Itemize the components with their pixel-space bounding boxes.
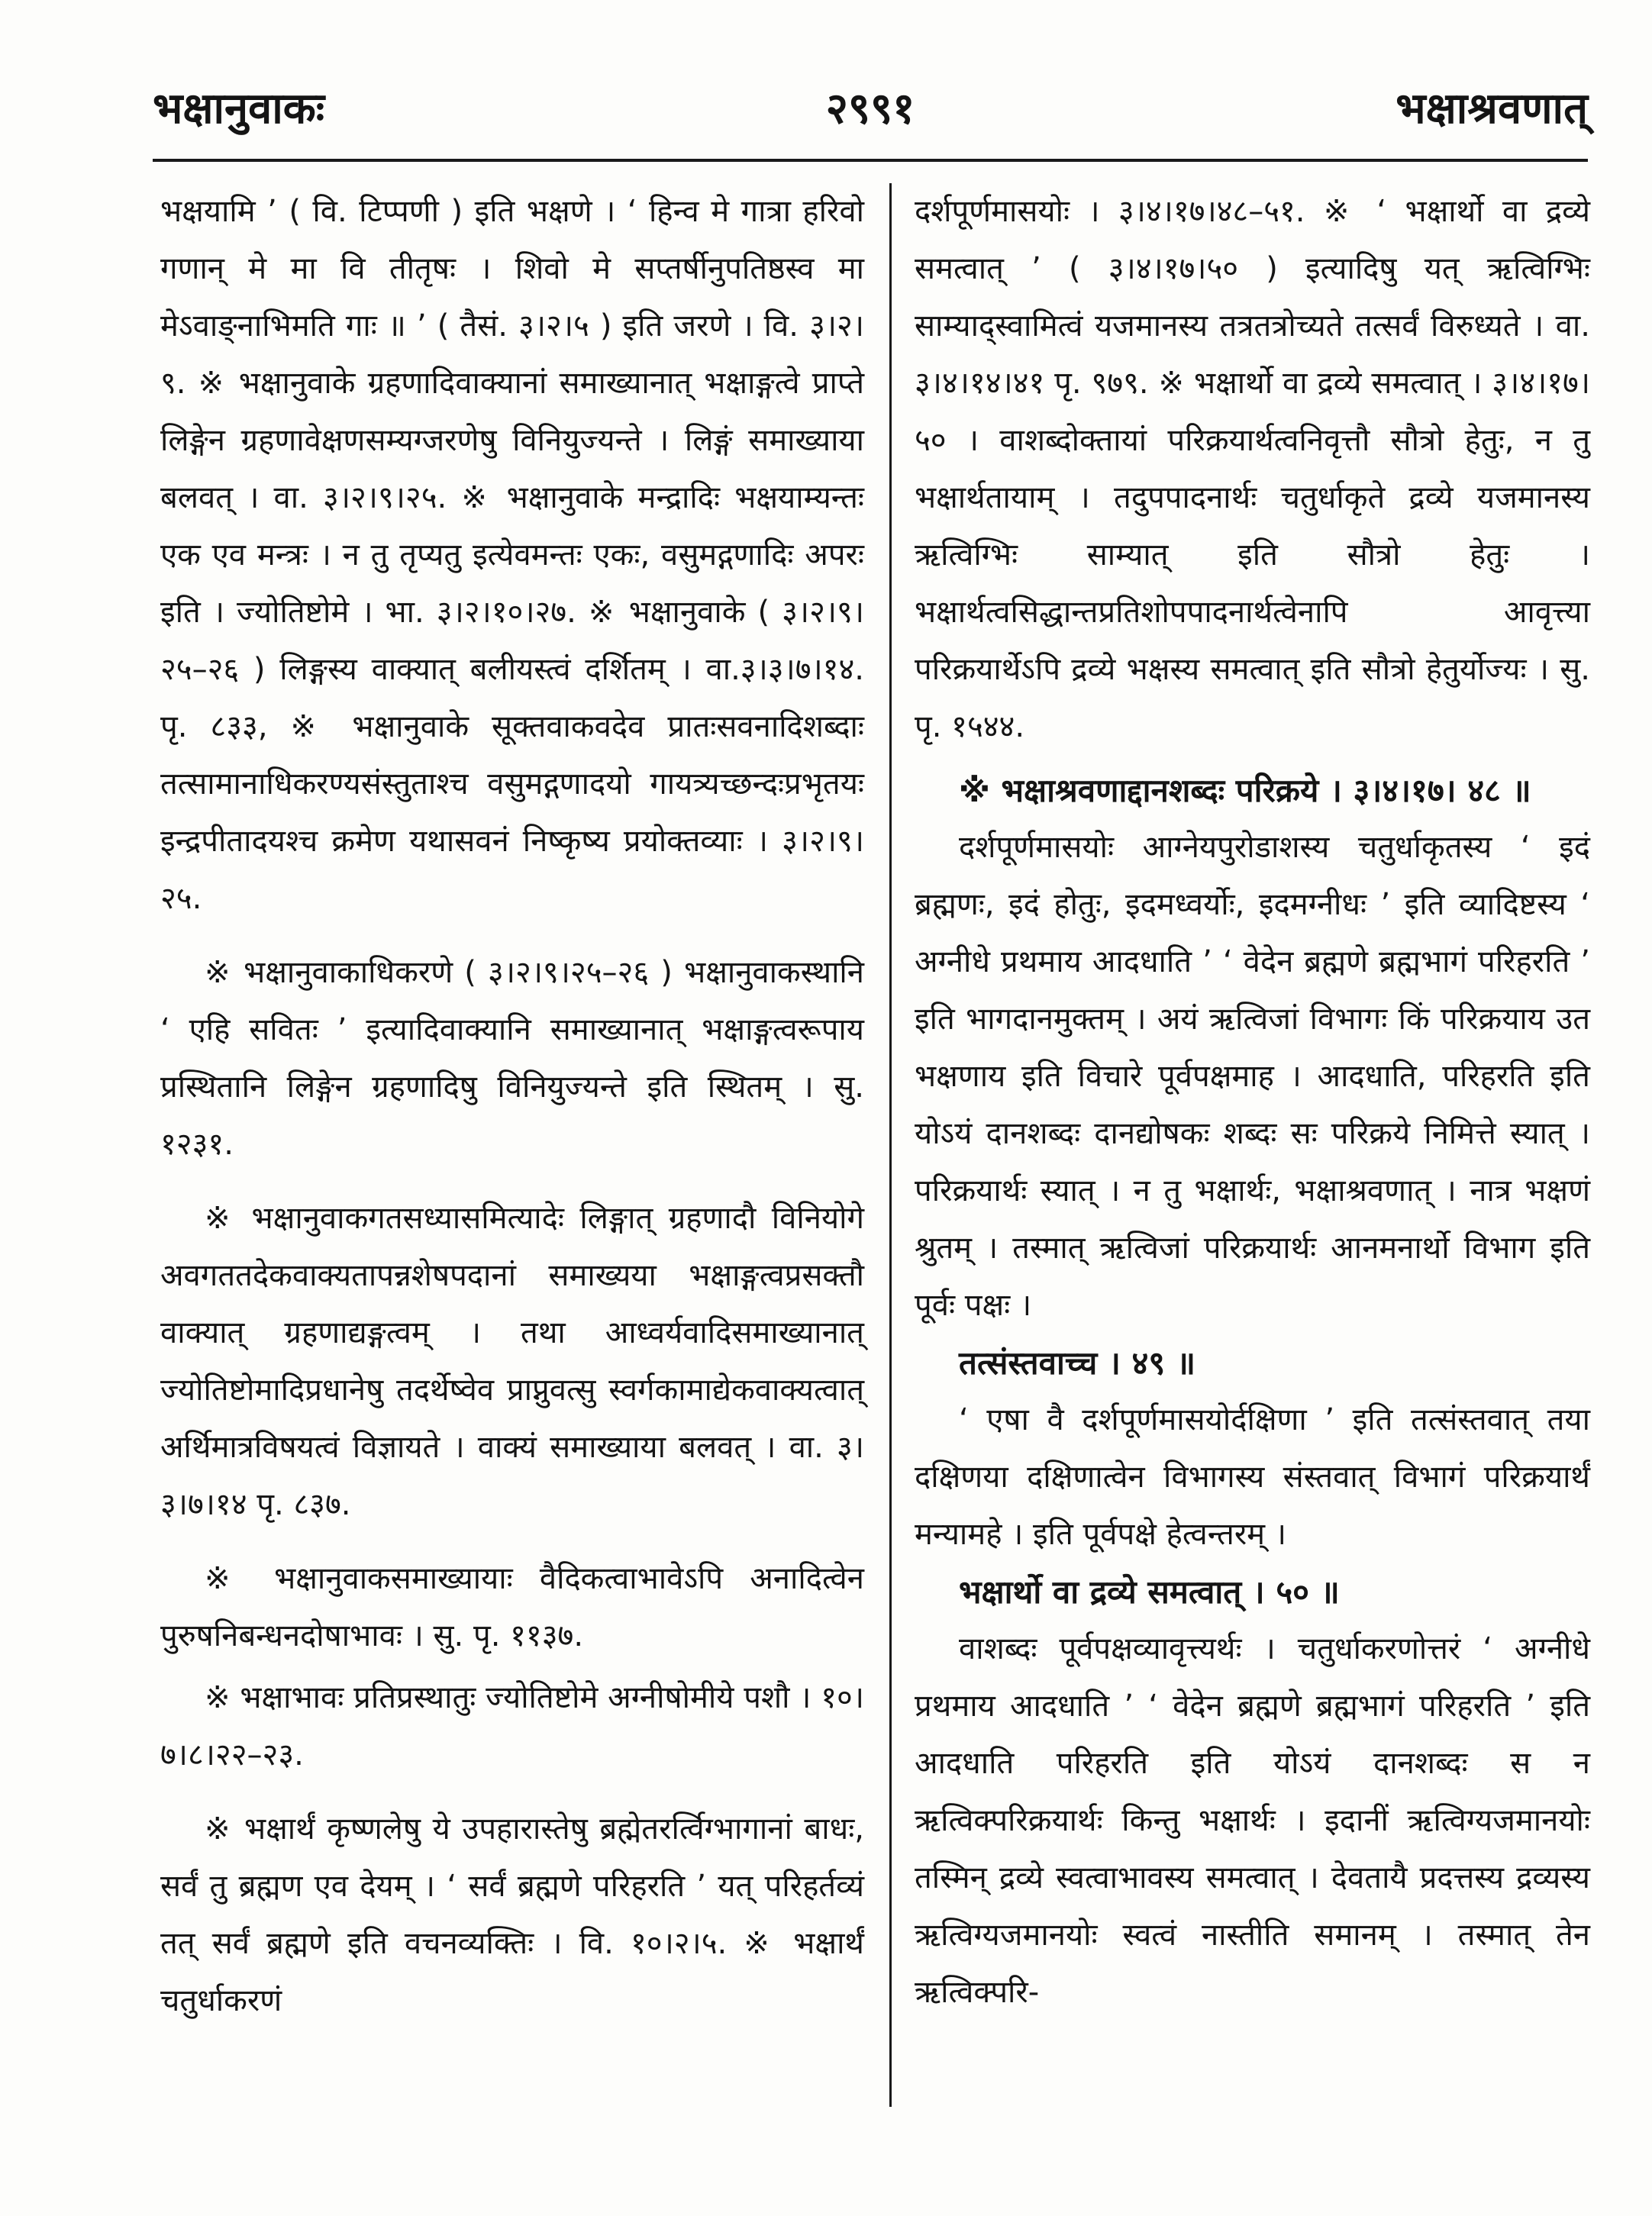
left-paragraph: ※ भक्षार्थं कृष्णलेषु ये उपहारास्तेषु ब्रह्मेतरर्त्विग्भागानां बाधः, सर्वं तु ब्रह्मण एव देयम् । ‘ सर्वं ब्रह्मणे परिहरति ’ यत् परिहर्तव्यं तत् सर्वं ब्रह्मणे इति वचनव्यक्तिः । वि. १०।२।५. ※ भक्षार्थं चतुर्धाकरणं xyxy=(160,1811,864,2018)
commentary-49: ‘ एषा वै दर्शपूर्णमासयोर्दक्षिणा ’ इति तत्संस्तवात् तया दक्षिणया दक्षिणात्वेन विभागस्य संस्तवात् विभागं परिक्रयार्थं मन्यामहे । इति पूर्वपक्षे हेत्वन्तरम् । xyxy=(915,1402,1590,1552)
page-header xyxy=(153,78,1588,151)
sutra-48 xyxy=(915,762,1590,819)
right-intro: दर्शपूर्णमासयोः । ३।४।१७।४८–५१. ※ ‘ भक्षार्थो वा द्रव्ये समत्वात् ’ ( ३।४।१७।५० ) इत्यादिषु यत् ऋत्विग्भिः साम्याद्स्वामित्वं यजमानस्य तत्रतत्रोच्यते तत्सर्वं विरुध्यते । वा. ३।४।१४।४१ पृ. ९७९. ※ भक्षार्थो वा द्रव्ये समत्वात् । ३।४।१७।५० । वाशब्दोक्तायां परिक्रयार्थत्वनिवृत्तौ सौत्रो हेतुः, न तु भक्षार्थतायाम् । तदुपपादनार्थः चतुर्धाकृते द्रव्ये यजमानस्य ऋत्विग्भिः साम्यात् इति सौत्रो हेतुः । भक्षार्थत्वसिद्धान्तप्रतिशोपपादनार्थत्वेनापि आवृत्त्या परिक्रयार्थेऽपि द्रव्ये भक्षस्य समत्वात् इति सौत्रो हेतुर्योज्यः । सु. पृ. १५४४. xyxy=(915,194,1590,744)
sutra-marker-icon: ※ xyxy=(959,772,990,809)
right-column xyxy=(915,183,1590,2021)
running-head-left: भक्षानुवाकः xyxy=(153,84,325,134)
commentary-50: वाशब्दः पूर्वपक्षव्यावृत्त्यर्थः । चतुर्धाकरणोत्तरं ‘ अग्नीधे प्रथमाय आदधाति ’ ‘ वेदेन ब्रह्मणे ब्रह्मभागं परिहरति ’ इति आदधाति परिहरति इति योऽयं दानशब्दः स न ऋत्विक्परिक्रयार्थः किन्तु भक्षार्थः । इदानीं ऋत्विग्यजमानयोः तस्मिन् द्रव्ये स्वत्वाभावस्य समत्वात् । देवतायै प्रदत्तस्य द्रव्यस्य ऋत्विग्यजमानयोः स्वत्वं नास्तीति समानम् । तस्मात् तेन ऋत्विक्परि- xyxy=(915,1631,1590,2010)
sutra-48-text: भक्षाश्रवणाद्दानशब्दः परिक्रये । ३।४।१७। ४८ ॥ xyxy=(1001,772,1531,809)
sutra-49: तत्संस्तवाच्च । ४९ ॥ xyxy=(959,1344,1195,1382)
column-separator xyxy=(889,183,892,2107)
left-paragraph: ※ भक्षानुवाकसमाख्यायाः वैदिकत्वाभावेऽपि अनादित्वेन पुरुषनिबन्धनदोषाभावः । सु. पृ. ११३७. xyxy=(160,1561,864,1653)
sutra-50: भक्षार्थो वा द्रव्ये समत्वात् । ५० ॥ xyxy=(959,1573,1340,1611)
page-number: २९९१ xyxy=(825,84,915,134)
running-head-right: भक्षाश्रवणात् xyxy=(1395,84,1588,134)
left-paragraph: भक्षयामि ’ ( वि. टिप्पणी ) इति भक्षणे । ‘ हिन्व मे गात्रा हरिवो गणान् मे मा वि तीतृषः । शिवो मे सप्तर्षीनुपतिष्ठस्व मा मेऽवाङ्नाभिमति गाः ॥ ’ ( तैसं. ३।२।५ ) इति जरणे । वि. ३।२।९. ※ भक्षानुवाके ग्रहणादिवाक्यानां समाख्यानात् भक्षाङ्गत्वे प्राप्ते लिङ्गेन ग्रहणावेक्षणसम्यग्जरणेषु विनियुज्यन्ते । लिङ्गं समाख्याया बलवत् । वा. ३।२।९।२५. ※ भक्षानुवाके मन्द्रादिः भक्षयाम्यन्तः एक एव मन्त्रः । न तु तृप्यतु इत्येवमन्तः एकः, वसुमद्गणादिः अपरः इति । ज्योतिष्टोमे । भा. ३।२।१०।२७. ※ भक्षानुवाके ( ३।२।९।२५–२६ ) लिङ्गस्य वाक्यात् बलीयस्त्वं दर्शितम् । वा.३।३।७।१४. पृ. ८३३, ※ भक्षानुवाके सूक्तवाकवदेव प्रातःसवनादिशब्दाः तत्सामानाधिकरण्यसंस्तुताश्च वसुमद्गणादयो गायत्र्यच्छन्दःप्रभृतयः इन्द्रपीतादयश्च क्रमेण यथासवनं निष्कृष्य प्रयोक्तव्याः । ३।२।९।२५. xyxy=(160,194,864,916)
commentary-48: दर्शपूर्णमासयोः आग्नेयपुरोडाशस्य चतुर्धाकृतस्य ‘ इदं ब्रह्मणः, इदं होतुः, इदमध्वर्योः, इदमग्नीधः ’ इति व्यादिष्टस्य ‘ अग्नीधे प्रथमाय आदधाति ’ ‘ वेदेन ब्रह्मणे ब्रह्मभागं परिहरति ’ इति भागदानमुक्तम् । अयं ऋत्विजां विभागः किं परिक्रयाय उत भक्षणाय इति विचारे पूर्वपक्षमाह । आदधाति, परिहरति इति योऽयं दानशब्दः दानद्योषकः शब्दः सः परिक्रये निमित्ते स्यात् । परिक्रयार्थः स्यात् । न तु भक्षार्थः, भक्षाश्रवणात् । नात्र भक्षणं श्रुतम् । तस्मात् ऋत्विजां परिक्रयार्थः आनमनार्थो विभाग इति पूर्वः पक्षः । xyxy=(915,830,1590,1323)
left-paragraph: ※ भक्षानुवाकाधिकरणे ( ३।२।९।२५–२६ ) भक्षानुवाकस्थानि ‘ एहि सवितः ’ इत्यादिवाक्यानि समाख्यानात् भक्षाङ्गत्वरूपाय प्रस्थितानि लिङ्गेन ग्रहणादिषु विनियुज्यन्ते इति स्थितम् । सु. १२३१. xyxy=(160,955,864,1162)
left-paragraph: ※ भक्षानुवाकगतसध्यासमित्यादेः लिङ्गात् ग्रहणादौ विनियोगे अवगततदेकवाक्यतापन्नशेषपदानां समाख्यया भक्षाङ्गत्वप्रसक्तौ वाक्यात् ग्रहणाद्यङ्गत्वम् । तथा आध्वर्यवादिसमाख्यानात् ज्योतिष्टोमादिप्रधानेषु तदर्थेष्वेव प्राप्नुवत्सु स्वर्गकामाद्येकवाक्यत्वात् अर्थिमात्रविषयत्वं विज्ञायते । वाक्यं समाख्याया बलवत् । वा. ३।३।७।१४ पृ. ८३७. xyxy=(160,1201,864,1522)
left-column xyxy=(160,183,864,2030)
header-rule xyxy=(153,159,1588,162)
left-paragraph: ※ भक्षाभावः प्रतिप्रस्थातुः ज्योतिष्टोमे अग्नीषोमीये पशौ । १०।७।८।२२–२३. xyxy=(160,1680,864,1772)
